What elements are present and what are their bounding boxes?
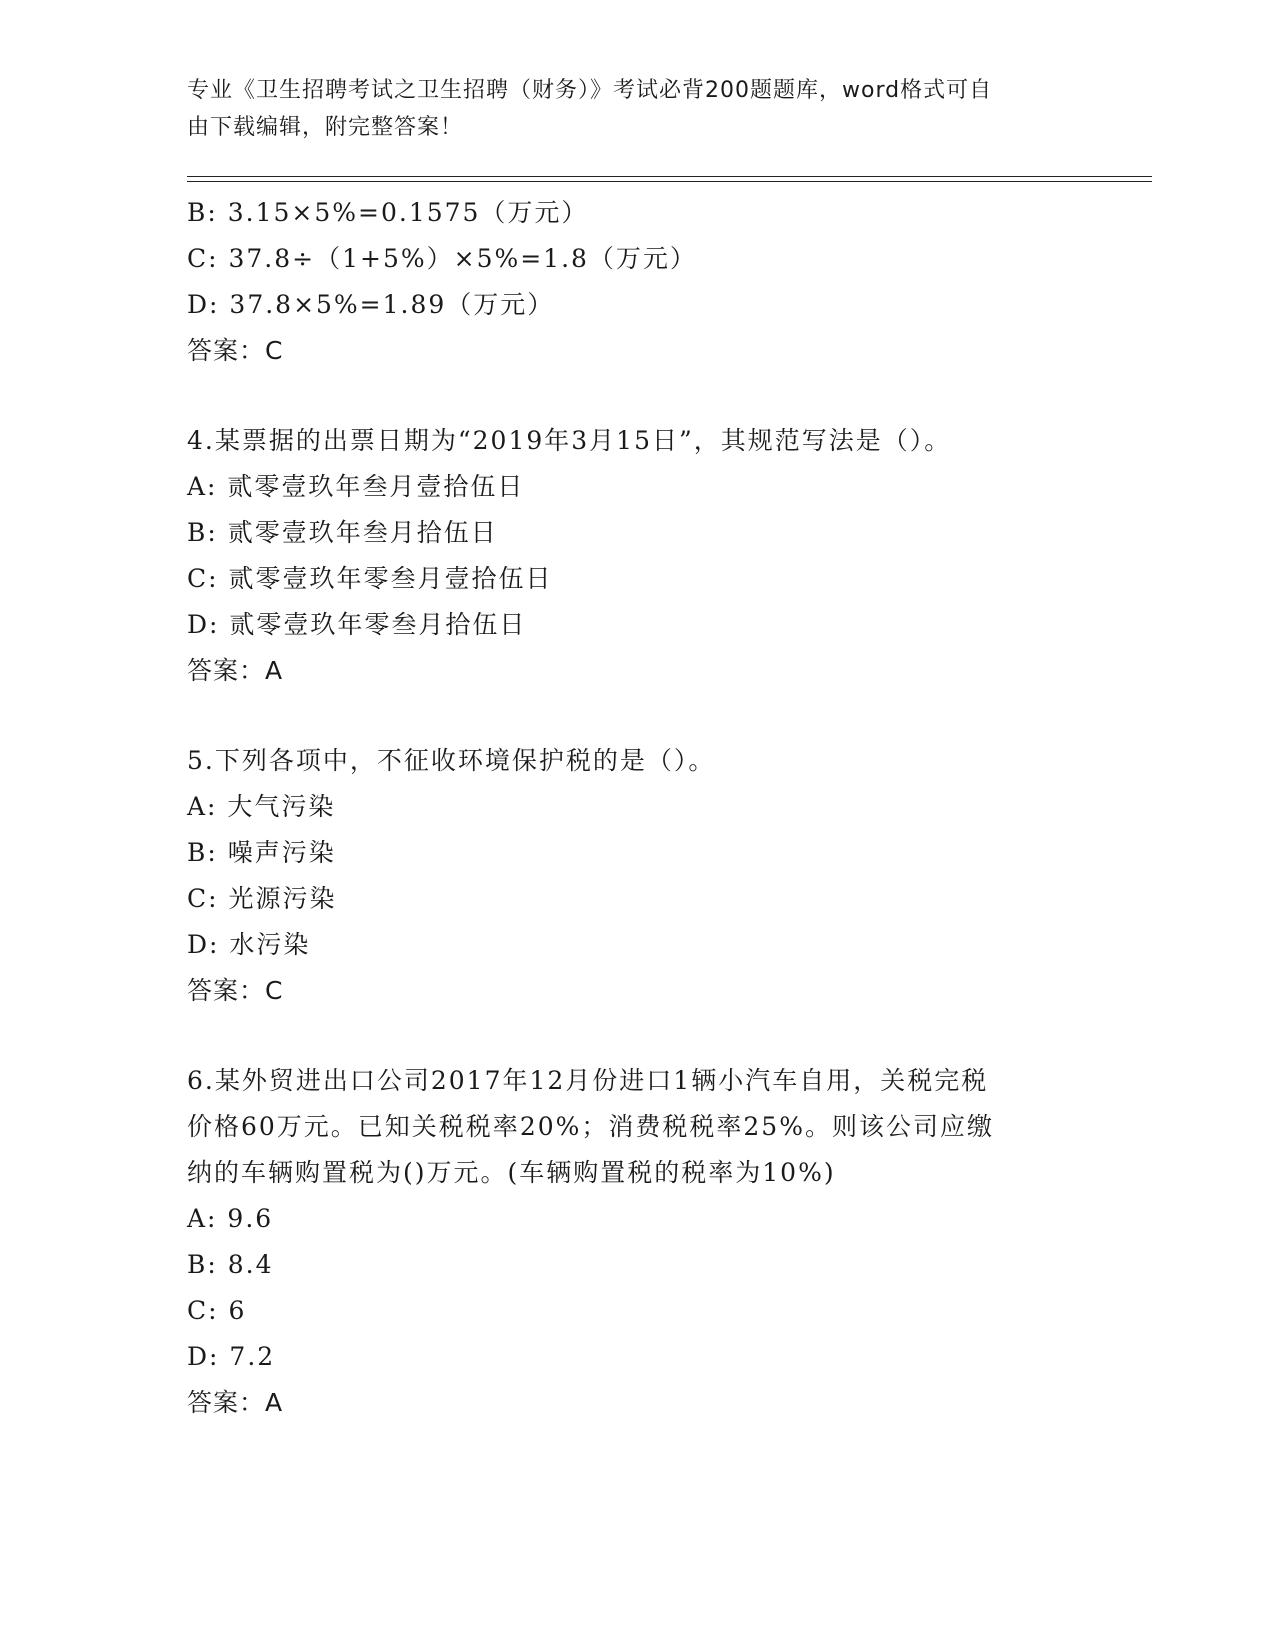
option-b: B: 3.15×5%=0.1575（万元） bbox=[187, 198, 589, 227]
question-text: 4.某票据的出票日期为“2019年3月15日”，其规范写法是（）。 bbox=[187, 426, 952, 455]
header-line-2: 由下载编辑，附完整答案！ bbox=[187, 115, 464, 140]
option-b: B: 贰零壹玖年叁月拾伍日 bbox=[187, 518, 498, 547]
spacer bbox=[187, 1014, 1087, 1058]
header-rule-top bbox=[187, 176, 1152, 177]
answer: 答案：C bbox=[187, 336, 284, 365]
question-text-line-3: 纳的车辆购置税为()万元。(车辆购置税的税率为10%) bbox=[187, 1158, 836, 1187]
header-rule-bottom bbox=[187, 181, 1152, 182]
option-d: D: 贰零壹玖年零叁月拾伍日 bbox=[187, 610, 527, 639]
answer: 答案：A bbox=[187, 656, 284, 685]
option-c: C: 贰零壹玖年零叁月壹拾伍日 bbox=[187, 564, 553, 593]
question-text-line-1: 6.某外贸进出口公司2017年12月份进口1辆小汽车自用，关税完税 bbox=[187, 1066, 989, 1095]
question-5 bbox=[187, 738, 1087, 1014]
option-c: C: 6 bbox=[187, 1296, 247, 1325]
question-text: 5.下列各项中，不征收环境保护税的是（）。 bbox=[187, 746, 716, 775]
document-header bbox=[187, 72, 1067, 146]
answer: 答案：C bbox=[187, 976, 284, 1005]
question-text-line-2: 价格60万元。已知关税税率20%；消费税税率25%。则该公司应缴 bbox=[187, 1112, 994, 1141]
spacer bbox=[187, 374, 1087, 418]
spacer bbox=[187, 694, 1087, 738]
option-b: B: 8.4 bbox=[187, 1250, 274, 1279]
question-content bbox=[187, 190, 1087, 1426]
question-4 bbox=[187, 418, 1087, 694]
option-b: B: 噪声污染 bbox=[187, 838, 336, 867]
option-a: A: 9.6 bbox=[187, 1204, 274, 1233]
header-line-1: 专业《卫生招聘考试之卫生招聘（财务）》考试必背200题题库，word格式可自 bbox=[187, 78, 993, 103]
option-d: D: 水污染 bbox=[187, 930, 311, 959]
option-d: D: 7.2 bbox=[187, 1342, 276, 1371]
answer: 答案：A bbox=[187, 1388, 284, 1417]
question-continued bbox=[187, 190, 1087, 374]
option-a: A: 贰零壹玖年叁月壹拾伍日 bbox=[187, 472, 525, 501]
question-6 bbox=[187, 1058, 1087, 1426]
option-c: C: 37.8÷（1+5%）×5%=1.8（万元） bbox=[187, 244, 697, 273]
option-c: C: 光源污染 bbox=[187, 884, 337, 913]
option-d: D: 37.8×5%=1.89（万元） bbox=[187, 290, 555, 319]
option-a: A: 大气污染 bbox=[187, 792, 336, 821]
